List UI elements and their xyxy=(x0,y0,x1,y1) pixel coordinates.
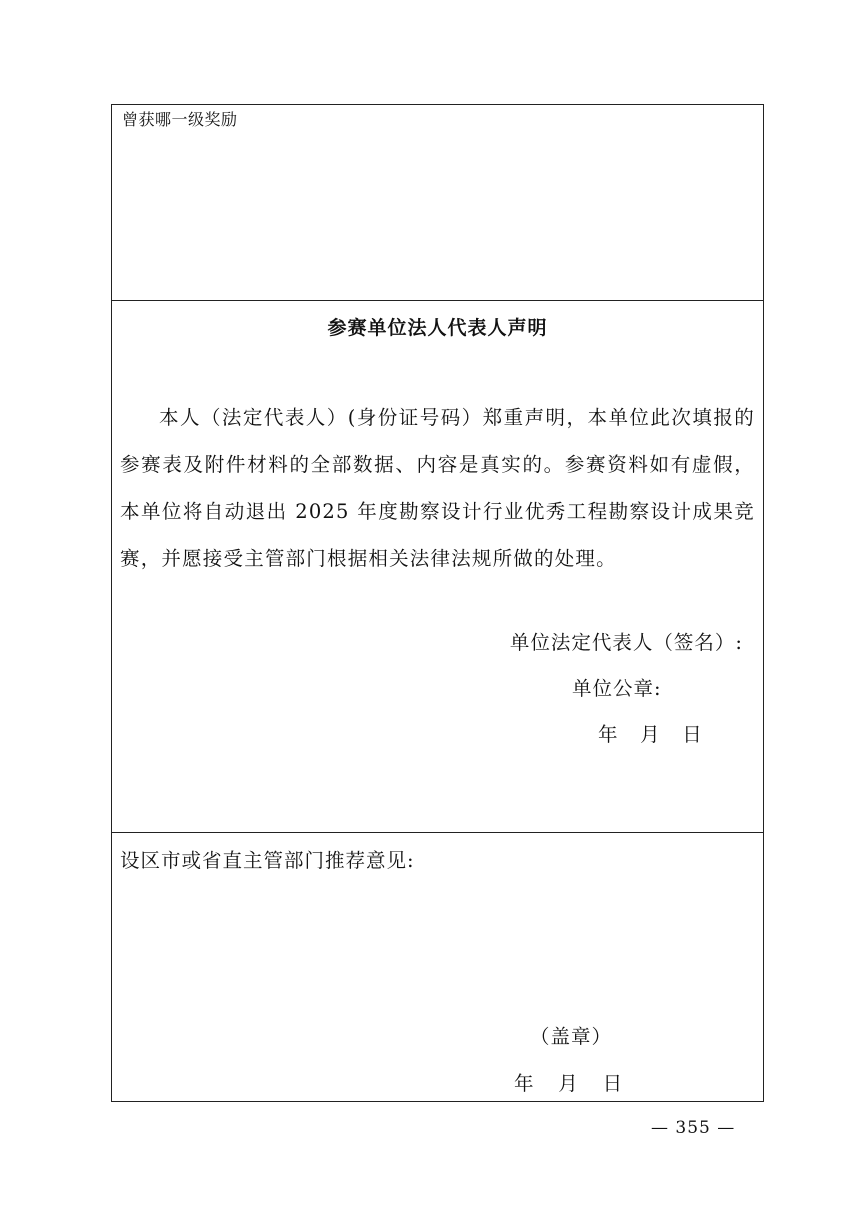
legal-representative-signature-label: 单位法定代表人（签名）: xyxy=(509,631,743,654)
entry-form-table xyxy=(111,104,764,1102)
declaration-body: 本人（法定代表人）(身份证号码）郑重声明，本单位此次填报的参赛表及附件材料的全部数据、内容是真实的。参赛资料如有虚假，本单位将自动退出 2025 年度勘察设计行业优秀工程勘察设计成果竞赛，并愿接受主管部门根据相关法律法规所做的处理。 xyxy=(120,406,755,570)
awards-section xyxy=(112,105,763,301)
recommendation-date-label: 年 月 日 xyxy=(514,1072,623,1095)
declaration-date-label: 年 月 日 xyxy=(598,723,703,746)
awards-label: 曾获哪一级奖励 xyxy=(122,110,238,129)
declaration-section xyxy=(112,301,763,833)
recommendation-section xyxy=(112,833,763,1101)
page-number: — 355 — xyxy=(651,1118,736,1138)
unit-seal-label: 单位公章: xyxy=(572,677,662,700)
recommendation-seal-label: （盖章） xyxy=(530,1025,613,1048)
declaration-title: 参赛单位法人代表人声明 xyxy=(327,317,548,339)
recommendation-label: 设区市或省直主管部门推荐意见: xyxy=(120,849,415,872)
